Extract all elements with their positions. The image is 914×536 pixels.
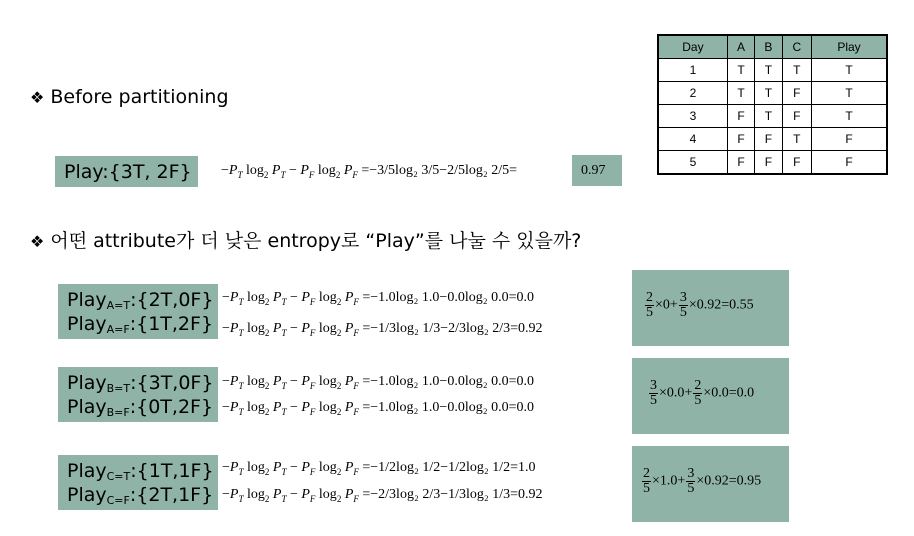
group-c-weighted-formula: $\frac{2}{5}$ ×1.0+ $\frac{3}{5}$ ×0.92=0.95 <box>643 466 762 496</box>
cell: T <box>755 59 782 82</box>
table-row <box>658 128 887 151</box>
cell: F <box>727 105 754 128</box>
cell: F <box>727 151 754 175</box>
cell: 5 <box>658 151 727 175</box>
bullet-icon: ❖ <box>30 88 45 107</box>
table-row <box>658 105 887 128</box>
group-b-line1-formula: $-P_T$ $\log_2 P_T - P_F$ $\log_2 P_F =-1.0\log_2$ 1.0−0.0log₂ 0.0=0.0 <box>222 374 534 391</box>
cell: F <box>755 151 782 175</box>
group-c-line1-formula: $-P_T$ $\log_2 P_T - P_F$ $\log_2 P_F =-1/2\log_2$ 1/2−1/2log₂ 1/2=1.0 <box>222 460 536 477</box>
group-b-weighted-formula: $\frac{3}{5}$ ×0.0+ $\frac{2}{5}$ ×0.0=0.0 <box>650 378 755 408</box>
cell: T <box>812 105 888 128</box>
group-c-line2-formula: $-P_T$ $\log_2 P_T - P_F$ $\log_2 P_F =-2/3\log_2$ 2/3−1/3log₂ 1/3=0.92 <box>222 487 543 504</box>
cell: 3 <box>658 105 727 128</box>
group-a-weighted-box <box>632 270 789 346</box>
cell: T <box>727 59 754 82</box>
overall-result-box <box>572 155 622 186</box>
group-c-line1-label: Play$_{C=T}$:{1T,1F} <box>67 460 214 483</box>
group-b-line1-label: Play$_{B=T}$:{3T,0F} <box>67 372 214 395</box>
overall-play-box <box>55 156 198 187</box>
cell: F <box>727 128 754 151</box>
table-row <box>658 59 887 82</box>
overall-play-label: Play:{3T, 2F} <box>64 161 192 183</box>
cell: T <box>755 82 782 105</box>
heading-question <box>30 226 581 253</box>
group-b-weighted-box <box>632 358 789 434</box>
group-b-play-box <box>58 367 218 422</box>
overall-entropy-formula: $-P_T$ $\log_2 P_T - P_F$ $\log_2 P_F =-3/5\log_2$ 3/5−2/5log₂ 2/5= <box>221 163 518 180</box>
cell: T <box>812 59 888 82</box>
cell: 4 <box>658 128 727 151</box>
day-table <box>657 34 888 175</box>
group-c-line2-label: Play$_{C=F}$:{2T,1F} <box>67 484 214 507</box>
table-row <box>658 151 887 175</box>
group-a-line2-formula: $-P_T$ $\log_2 P_T - P_F$ $\log_2 P_F =-1/3\log_2$ 1/3−2/3log₂ 2/3=0.92 <box>222 321 543 338</box>
table-header-row <box>658 35 887 59</box>
heading-text: Before partitioning <box>50 86 229 108</box>
overall-result-value: 0.97 <box>581 163 606 178</box>
group-a-weighted-formula: $\frac{2}{5}$ ×0+ $\frac{3}{5}$ ×0.92=0.55 <box>646 290 754 320</box>
cell: F <box>812 128 888 151</box>
cell: F <box>782 105 811 128</box>
cell: T <box>782 128 811 151</box>
cell: T <box>812 82 888 105</box>
cell: T <box>755 105 782 128</box>
cell: 1 <box>658 59 727 82</box>
group-a-line1-label: Play$_{A=T}$:{2T,0F} <box>67 289 214 312</box>
header-a: A <box>727 35 754 59</box>
cell: F <box>782 82 811 105</box>
overall-rhs: =−3/5log₂ 3/5−2/5log₂ 2/5= <box>361 163 518 178</box>
cell: F <box>812 151 888 175</box>
header-day: Day <box>658 35 727 59</box>
cell: F <box>755 128 782 151</box>
group-c-weighted-box <box>632 446 789 522</box>
bullet-icon: ❖ <box>30 232 45 251</box>
heading-before-partitioning <box>30 86 229 108</box>
cell: F <box>782 151 811 175</box>
cell: T <box>782 59 811 82</box>
group-b-line2-label: Play$_{B=F}$:{0T,2F} <box>67 396 214 419</box>
group-b-line2-formula: $-P_T$ $\log_2 P_T - P_F$ $\log_2 P_F =-1.0\log_2$ 1.0−0.0log₂ 0.0=0.0 <box>222 400 534 417</box>
cell: 2 <box>658 82 727 105</box>
header-b: B <box>755 35 782 59</box>
cell: T <box>727 82 754 105</box>
group-a-line1-formula: $-P_T$ $\log_2 P_T - P_F$ $\log_2 P_F =-1.0\log_2$ 1.0−0.0log₂ 0.0=0.0 <box>222 290 534 307</box>
header-play: Play <box>812 35 888 59</box>
group-a-play-box <box>58 284 218 339</box>
header-c: C <box>782 35 811 59</box>
table-row <box>658 82 887 105</box>
group-c-play-box <box>58 455 218 510</box>
group-a-line2-label: Play$_{A=F}$:{1T,2F} <box>67 313 214 336</box>
question-text: 어떤 attribute가 더 낮은 entropy로 “Play”를 나눌 수 있을까? <box>50 230 582 252</box>
